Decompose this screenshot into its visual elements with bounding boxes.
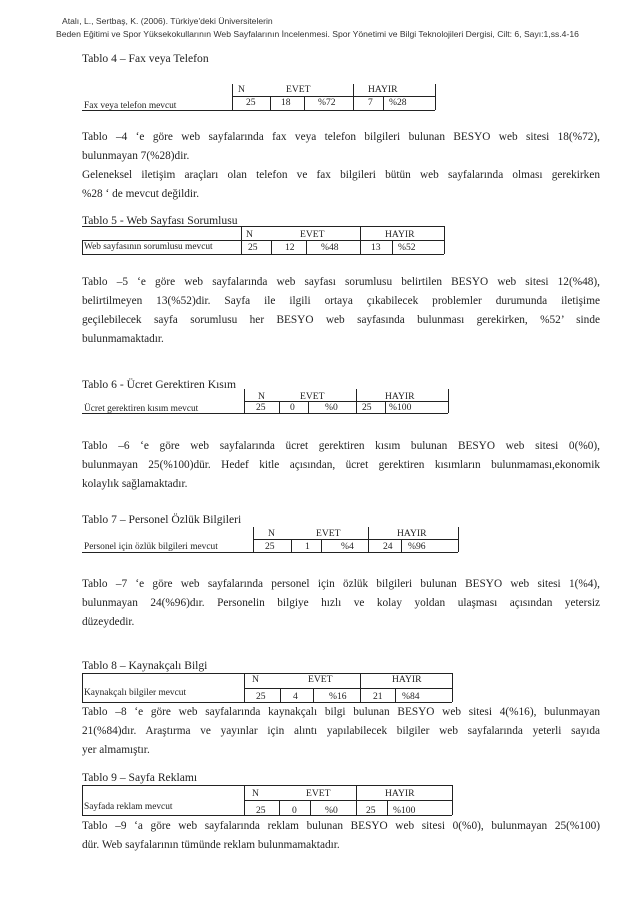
table-4-hayir-pct: %28 bbox=[389, 97, 407, 108]
table-7-header-n: N bbox=[268, 528, 275, 539]
table-6-header-rule bbox=[244, 401, 448, 402]
table-4-evet-pct: %72 bbox=[318, 97, 336, 108]
table-8-evet-n: 4 bbox=[293, 691, 298, 702]
table-9-n: 25 bbox=[256, 805, 266, 816]
table-5-divider bbox=[82, 240, 83, 254]
table-6-hayir-n: 25 bbox=[362, 402, 372, 413]
table-9-evet-n: 0 bbox=[292, 805, 297, 816]
table-5-paragraph bbox=[82, 273, 600, 349]
paragraph-line: geçilebilecek sayfa sorumlusu her BESYO web sayfasında bulunması gerekirken, %52’ sinde bbox=[82, 314, 600, 326]
table-7-hayir-pct: %96 bbox=[408, 541, 426, 552]
paragraph-line: Tablo –8 ‘e göre web sayfalarında kaynakçalı bilgi bulunan BESYO web sitesi 4(%16), bulunmayan bbox=[82, 706, 600, 718]
table-8-hayir-n: 21 bbox=[373, 691, 383, 702]
table-8-divider bbox=[452, 673, 453, 702]
paragraph-line: %28 ‘ de mevcut değildir. bbox=[82, 188, 200, 200]
table-9-evet-pct: %0 bbox=[325, 805, 338, 816]
table-9-divider bbox=[387, 800, 388, 815]
table-7-paragraph bbox=[82, 575, 600, 632]
table-5-bottom-rule bbox=[82, 254, 444, 255]
table-6-header-n: N bbox=[258, 391, 265, 402]
table-9-title: Tablo 9 – Sayfa Reklamı bbox=[82, 771, 198, 784]
table-5-header-rule bbox=[82, 240, 444, 241]
table-6-divider bbox=[308, 401, 309, 413]
table-4-hayir-n: 7 bbox=[368, 97, 373, 108]
table-6-divider bbox=[279, 401, 280, 413]
header-line-1: Atalı, L., Sertbaş, K. (2006). Türkiye'deki Üniversitelerin bbox=[62, 16, 273, 26]
table-8-n: 25 bbox=[256, 691, 266, 702]
paragraph-line: dür. Web sayfalarının tümünde reklam bulunmamaktadır. bbox=[82, 839, 340, 851]
table-7-divider bbox=[458, 527, 459, 552]
table-7-header-rule bbox=[253, 539, 458, 540]
table-9-divider bbox=[452, 785, 453, 815]
table-7-divider bbox=[291, 539, 292, 552]
table-9-divider bbox=[279, 800, 280, 815]
table-5-divider bbox=[271, 240, 272, 254]
table-5-divider bbox=[360, 226, 361, 254]
table-7-n: 25 bbox=[265, 541, 275, 552]
table-6-n: 25 bbox=[256, 402, 266, 413]
table-8-paragraph bbox=[82, 703, 600, 760]
table-6-evet-n: 0 bbox=[290, 402, 295, 413]
table-6-header-evet: EVET bbox=[300, 391, 325, 402]
paragraph-line: Tablo –6 ‘e göre web sayfalarında ücret gerektiren kısım bulunan BESYO web sitesi 0(%0), bbox=[82, 440, 600, 452]
table-8-hayir-pct: %84 bbox=[402, 691, 420, 702]
table-9-header-evet: EVET bbox=[306, 788, 331, 799]
paragraph-line: Tablo –5 ‘e göre web sayfalarında web sayfası sorumlusu belirtilen BESYO web sitesi 12(%48), bbox=[82, 276, 600, 288]
table-6-divider bbox=[356, 389, 357, 413]
table-4-divider bbox=[353, 84, 354, 110]
table-4-header-hayir: HAYIR bbox=[368, 84, 398, 95]
table-9-divider bbox=[310, 800, 311, 815]
table-9-top-rule bbox=[82, 785, 452, 786]
table-5-divider bbox=[306, 240, 307, 254]
table-4-divider bbox=[383, 96, 384, 110]
table-8-header-hayir: HAYIR bbox=[392, 674, 422, 685]
table-6-paragraph bbox=[82, 437, 600, 494]
paragraph-line: kolaylık sağlamaktadır. bbox=[82, 478, 188, 490]
table-5-row-label: Web sayfasının sorumlusu mevcut bbox=[84, 242, 213, 252]
running-header bbox=[56, 15, 622, 41]
table-9-hayir-pct: %100 bbox=[393, 805, 416, 816]
table-5-header-hayir: HAYIR bbox=[385, 229, 415, 240]
table-8-top-rule bbox=[82, 673, 452, 674]
table-8-divider bbox=[313, 688, 314, 702]
table-5-evet-n: 12 bbox=[285, 242, 295, 253]
paragraph-line: Tablo –9 ‘a göre web sayfalarında reklam bulunan BESYO web sitesi 0(%0), bulunmayan 25(%100) bbox=[82, 820, 600, 832]
table-5-divider bbox=[241, 226, 242, 254]
table-9-paragraph bbox=[82, 817, 600, 855]
table-6-header-hayir: HAYIR bbox=[385, 391, 415, 402]
paragraph-line: bulunmayan 25(%100)dür. Hedef kitle açısından, ücret gerektiren kısımların bulunmaması,ekonomik bbox=[82, 459, 600, 471]
table-7-bottom-rule bbox=[82, 552, 458, 553]
table-5-n: 25 bbox=[248, 242, 258, 253]
table-7-row-label: Personel için özlük bilgileri mevcut bbox=[84, 542, 218, 552]
table-8-evet-pct: %16 bbox=[329, 691, 347, 702]
paragraph-line: Tablo –7 ‘e göre web sayfalarında personel için özlük bilgileri bulunan BESYO web sitesi 1(%4), bbox=[82, 578, 600, 590]
table-7-evet-pct: %4 bbox=[341, 541, 354, 552]
table-9-bottom-rule bbox=[82, 815, 452, 816]
table-7-divider bbox=[401, 539, 402, 552]
table-7-divider bbox=[321, 539, 322, 552]
table-8-header-rule bbox=[244, 688, 452, 689]
table-4-header-n: N bbox=[238, 84, 245, 95]
header-line-2: Beden Eğitimi ve Spor Yüksekokullarının Web Sayfalarının İncelenmesi. Spor Yönetimi ve Bilgi Teknolojileri Dergisi, Cilt: 6, Sayı:1,ss.4-16 bbox=[56, 29, 579, 39]
table-6-divider bbox=[244, 389, 245, 413]
table-9-row-label: Sayfada reklam mevcut bbox=[84, 802, 173, 812]
paragraph-line: 21(%84)dır. Araştırma ve yayınlar için alıntı yapılabilecek bilgiler web sayfalarında yeterli sayıda bbox=[82, 725, 600, 737]
table-4-divider bbox=[304, 96, 305, 110]
table-7-header-evet: EVET bbox=[316, 528, 341, 539]
table-8-divider bbox=[280, 688, 281, 702]
table-7-title: Tablo 7 – Personel Özlük Bilgileri bbox=[82, 513, 242, 526]
paragraph-line: Geleneksel iletişim araçları olan telefon ve fax bilgileri bütün web sayfalarında olması gerekirken bbox=[82, 169, 600, 181]
paragraph-line: bulunmayan 24(%96)dır. Personelin bilgiye hızlı ve kolay yoldan ulaşması açısından yetersiz bbox=[82, 597, 600, 609]
table-5-title: Tablo 5 - Web Sayfası Sorumlusu bbox=[82, 214, 238, 227]
table-5-evet-pct: %48 bbox=[321, 242, 339, 253]
table-6-row-label: Ücret gerektiren kısım mevcut bbox=[84, 404, 199, 414]
table-8-divider bbox=[244, 673, 245, 702]
table-6-divider bbox=[385, 401, 386, 413]
table-8-header-evet: EVET bbox=[308, 674, 333, 685]
table-5-divider bbox=[392, 240, 393, 254]
table-9-divider bbox=[244, 785, 245, 815]
table-4-paragraph bbox=[82, 128, 600, 204]
table-8-row-label: Kaynakçalı bilgiler mevcut bbox=[84, 688, 187, 698]
table-6-evet-pct: %0 bbox=[325, 402, 338, 413]
table-4-evet-n: 18 bbox=[281, 97, 291, 108]
table-8-divider bbox=[360, 673, 361, 702]
paragraph-line: düzeydedir. bbox=[82, 616, 135, 628]
table-9-header-rule bbox=[244, 800, 452, 801]
table-5-hayir-n: 13 bbox=[371, 242, 381, 253]
table-7-divider bbox=[368, 527, 369, 552]
table-4-n: 25 bbox=[246, 97, 256, 108]
table-4-header-evet: EVET bbox=[286, 84, 311, 95]
paragraph-line: belirtilmeyen 13(%52)dir. Sayfa ile ilgili ortaya çıkabilecek problemler durumunda iletişime bbox=[82, 295, 600, 307]
table-9-divider bbox=[356, 785, 357, 815]
table-4-bottom-rule bbox=[82, 110, 435, 111]
table-8-divider bbox=[395, 688, 396, 702]
table-7-evet-n: 1 bbox=[305, 541, 310, 552]
table-6-hayir-pct: %100 bbox=[389, 402, 412, 413]
paragraph-line: bulunmamaktadır. bbox=[82, 333, 164, 345]
table-4-divider bbox=[435, 84, 436, 110]
table-4-divider bbox=[232, 84, 233, 110]
table-5-header-evet: EVET bbox=[300, 229, 325, 240]
table-7-divider bbox=[253, 527, 254, 552]
table-6-bottom-rule bbox=[82, 413, 448, 414]
table-9-header-n: N bbox=[252, 788, 259, 799]
table-4-header-rule bbox=[232, 96, 435, 97]
table-9-divider bbox=[82, 785, 83, 815]
table-8-title: Tablo 8 – Kaynakçalı Bilgi bbox=[82, 659, 208, 672]
table-9-header-hayir: HAYIR bbox=[385, 788, 415, 799]
table-6-title: Tablo 6 - Ücret Gerektiren Kısım bbox=[82, 378, 237, 391]
table-7-header-hayir: HAYIR bbox=[397, 528, 427, 539]
table-9-hayir-n: 25 bbox=[366, 805, 376, 816]
paragraph-line: Tablo –4 ‘e göre web sayfalarında fax veya telefon bilgileri bulunan BESYO web sitesi 18(%72), bbox=[82, 131, 600, 143]
table-7-hayir-n: 24 bbox=[383, 541, 393, 552]
table-8-divider bbox=[82, 673, 83, 702]
table-5-hayir-pct: %52 bbox=[398, 242, 416, 253]
table-5-divider bbox=[444, 226, 445, 254]
table-4-title: Tablo 4 – Fax veya Telefon bbox=[82, 52, 209, 65]
table-4-row-label: Fax veya telefon mevcut bbox=[84, 101, 177, 111]
table-6-divider bbox=[448, 389, 449, 413]
table-8-header-n: N bbox=[252, 674, 259, 685]
paragraph-line: yer almamıştır. bbox=[82, 744, 150, 756]
table-5-header-n: N bbox=[246, 229, 253, 240]
paragraph-line: bulunmayan 7(%28)dir. bbox=[82, 150, 190, 162]
table-5-top-rule bbox=[82, 226, 444, 227]
table-4-divider bbox=[270, 96, 271, 110]
